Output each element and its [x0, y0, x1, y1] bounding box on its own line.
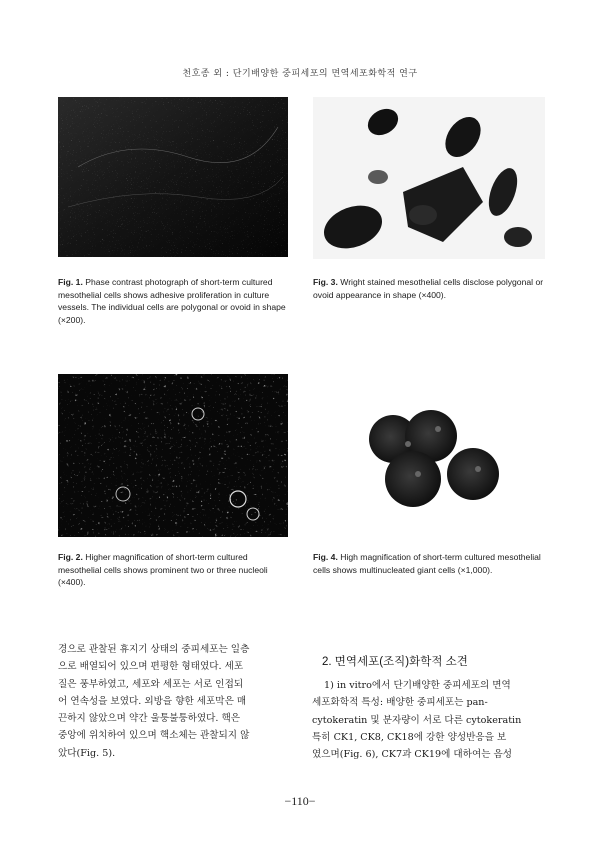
- figure-3-text: Wright stained mesothelial cells disclose polygonal or ovoid appearance in shape (×400).: [313, 277, 544, 300]
- section-title: 2. 면역세포(조직)화학적 소견: [322, 656, 468, 668]
- figure-3-label: Fig. 3.: [313, 277, 338, 287]
- body-line: 세포화학적 특성: 배양한 중피세포는 pan-: [312, 697, 488, 709]
- figure-2-text: Higher magnification of short-term cultured mesothelial cells shows prominent two or three nucleoli (×400).: [58, 552, 268, 587]
- body-line: cytokeratin 및 분자량이 서로 다른 cytokeratin: [312, 714, 522, 726]
- figure-1-caption: [58, 276, 290, 326]
- figure-1-text: Phase contrast photograph of short-term cultured mesothelial cells shows adhesive proliferation in culture vessels. The individual cells are polygonal or ovoid in shape (×200).: [58, 277, 286, 325]
- body-line: 았다(Fig. 5).: [58, 747, 116, 759]
- body-line: 1) in vitro에서 단기배양한 중피세포의 면역: [324, 680, 511, 691]
- figure-4-image: [313, 374, 545, 537]
- body-line: 질은 풍부하였고, 세포와 세포는 서로 인접되: [58, 678, 244, 690]
- figure-2-texture: [58, 374, 288, 537]
- page-number: −110−: [284, 794, 316, 808]
- running-header: 천호종 외 : 단기배양한 중피세포의 면역세포화학적 연구: [182, 69, 418, 79]
- body-line: 였으며(Fig. 6), CK7과 CK19에 대하여는 음성: [312, 749, 513, 761]
- figure-2-caption: [58, 551, 290, 589]
- figure-4-label: Fig. 4.: [313, 552, 338, 562]
- figure-4-cells: [313, 374, 545, 537]
- figure-2-label: Fig. 2.: [58, 552, 83, 562]
- figure-3-cells: [313, 97, 545, 259]
- figure-1-label: Fig. 1.: [58, 277, 83, 287]
- body-line: 특히 CK1, CK8, CK18에 강한 양성반응을 보: [312, 731, 507, 743]
- figure-3-caption: [313, 276, 548, 301]
- figure-4-caption: [313, 551, 548, 576]
- body-line: 어 연속성을 보였다. 외방을 향한 세포막은 매: [58, 695, 247, 707]
- figure-1-image: [58, 97, 288, 257]
- body-line: 중앙에 위치하여 있으며 핵소체는 관찰되지 않: [58, 730, 250, 742]
- figure-1-texture: [58, 97, 288, 257]
- body-line: 경으로 관찰된 휴지기 상태의 중피세포는 일층: [58, 644, 250, 655]
- body-line: 끈하지 않았으며 약간 울퉁불퉁하였다. 핵은: [58, 713, 241, 725]
- figure-2-image: [58, 374, 288, 537]
- figure-4-text: High magnification of short-term cultured mesothelial cells shows multinucleated giant cells (×1,000).: [313, 552, 541, 575]
- figure-3-image: [313, 97, 545, 259]
- left-column-text: [58, 641, 298, 762]
- body-line: 으로 배열되어 있으며 편평한 형태였다. 세포: [58, 661, 244, 673]
- right-column-text: [312, 677, 552, 763]
